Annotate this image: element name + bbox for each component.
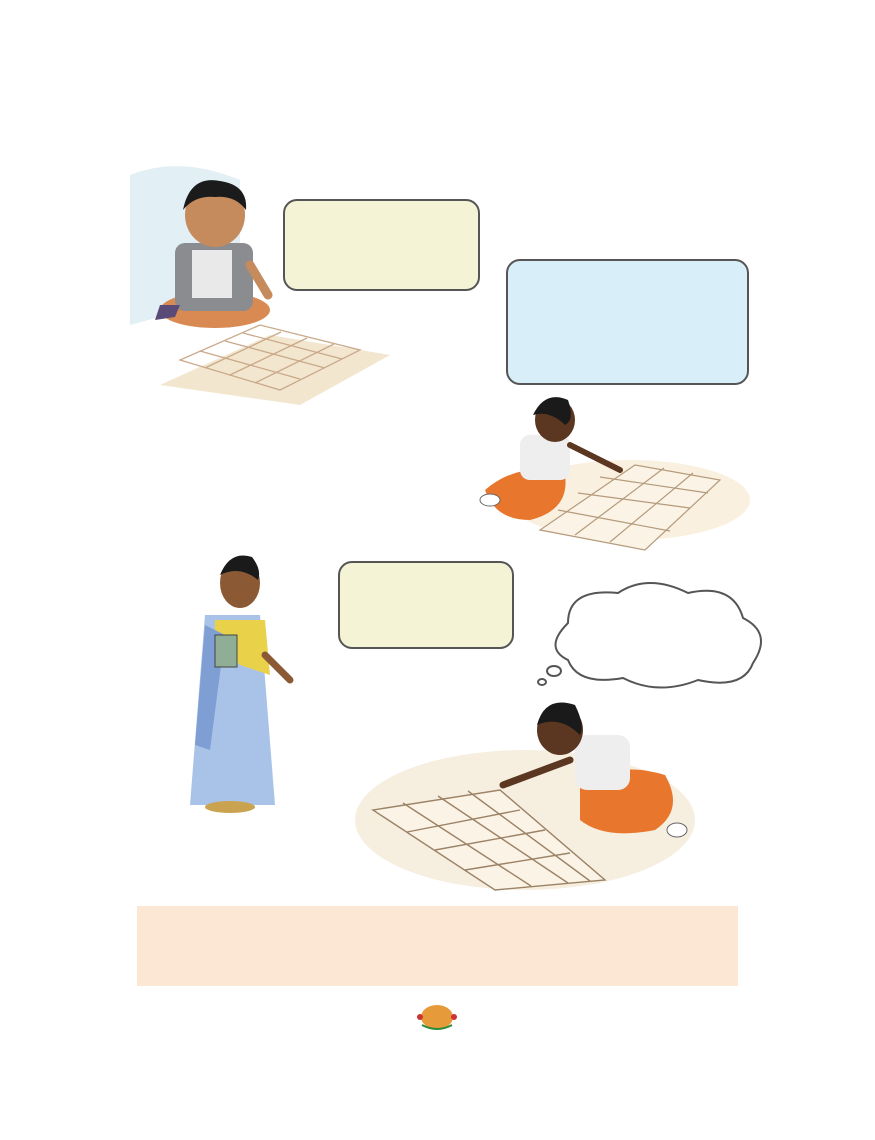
girl-speech-bubble	[506, 259, 749, 385]
teacher-illustration	[170, 545, 310, 815]
bottom-bird-border	[60, 1030, 870, 1090]
top-bird-border	[60, 55, 870, 115]
parent-note	[137, 906, 738, 986]
thought-cloud	[528, 578, 778, 696]
left-bird-border	[40, 60, 100, 1045]
page-number-badge	[416, 1003, 458, 1031]
girl-crossing-out-illustration	[355, 690, 700, 900]
teacher-speech-bubble	[338, 561, 514, 649]
boy-speech-bubble	[283, 199, 480, 291]
girl-writing-numbers-illustration	[460, 380, 750, 555]
